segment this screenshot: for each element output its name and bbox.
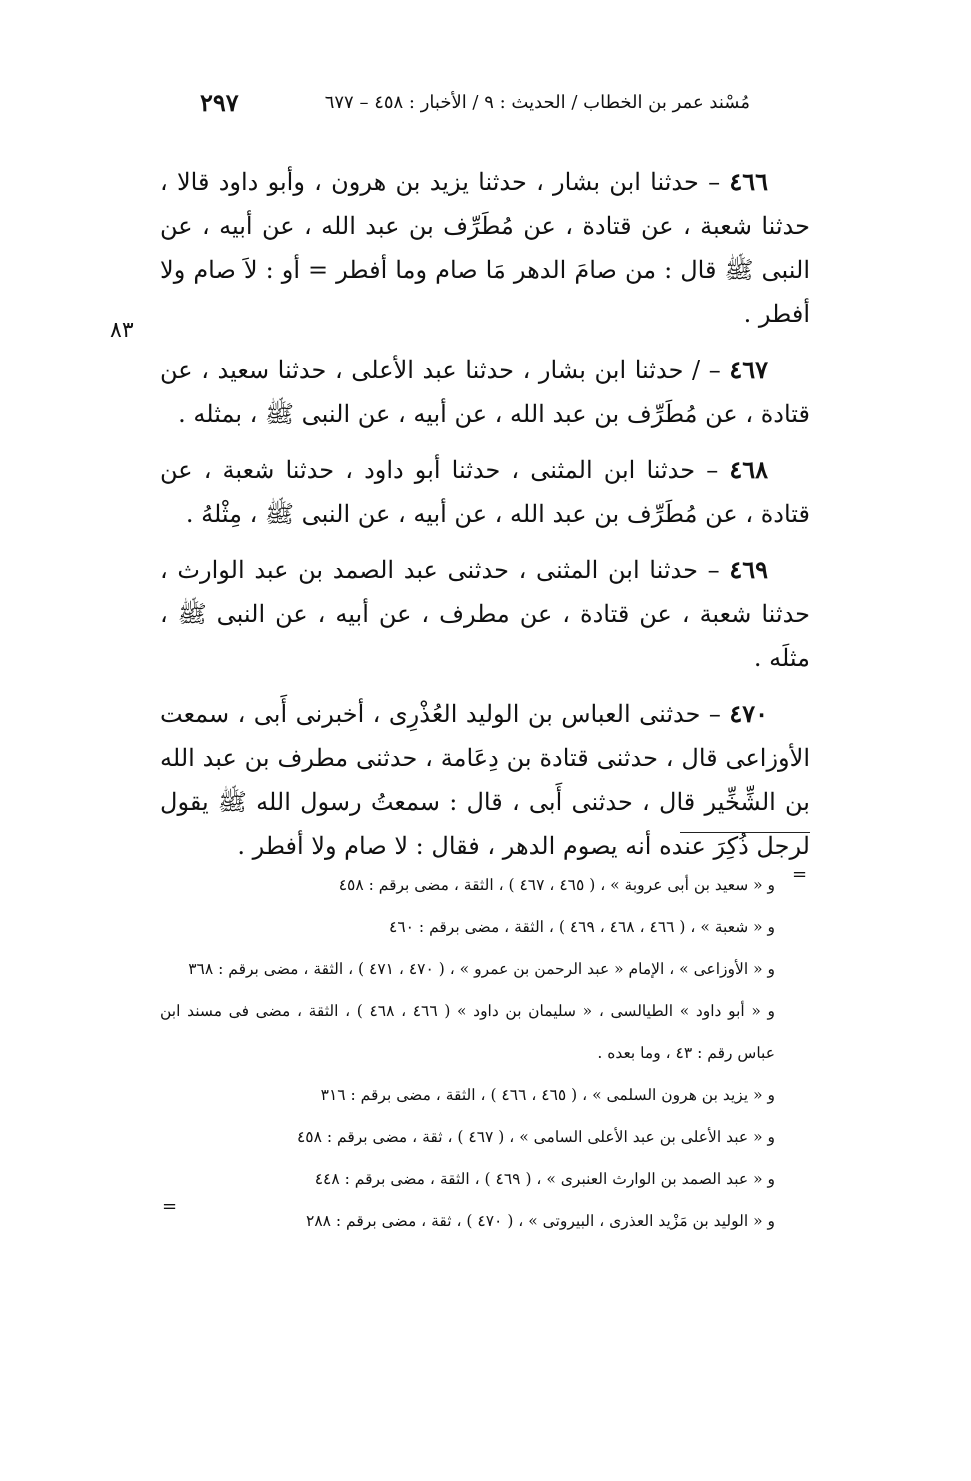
hadith-text: – حدثنى العباس بن الوليد العُذْرِى ، أخبرنى أَبى ، سمعت الأوزاعى قال ، حدثنى قتادة بن دِعَامة ، حدثنى مطرف بن عبد الله بن الشِّخِّير قال ، حدثنى أَبى ، قال : سمعتُ رسول الله ﷺ يقول لرجل ذُكِرَ عنده أنه يصوم الدهر ، فقال : لا صام ولا أفطر .: [160, 700, 810, 860]
hadith-number: ٤٦٩: [729, 555, 768, 584]
hadith-number: ٤٦٦: [729, 167, 768, 196]
footnote-line: و « الأوزاعى » ، الإمام « عبد الرحمن بن عمرو » ، ( ٤٧٠ ، ٤٧١ ) ، الثقة ، مضى برقم : ٣٦٨: [188, 960, 775, 978]
footnote-line: و « شعبة » ، ( ٤٦٦ ، ٤٦٨ ، ٤٦٩ ) ، الثقة ، مضى برقم : ٤٦٠: [389, 918, 775, 936]
footnote-line: و « الوليد بن مَزْيد العذرى ، البيروتى » ، ( ٤٧٠ ) ، ثقة ، مضى برقم : ٢٨٨: [306, 1212, 775, 1230]
footnote-separator: [680, 832, 810, 833]
continuation-mark-top: =: [792, 864, 808, 885]
hadith-text: – / حدثنا ابن بشار ، حدثنا عبد الأعلى ، حدثنا سعيد ، عن قتادة ، عن مُطَرِّف بن عبد الله ، عن أبيه ، عن النبى ﷺ ، بمثله .: [160, 356, 810, 428]
hadith-text: – حدثنا ابن بشار ، حدثنا يزيد بن هرون ، وأبو داود قالا ، حدثنا شعبة ، عن قتادة ، عن مُطَرِّف بن عبد الله ، عن أبيه ، عن النبى ﷺ قال : من صامَ الدهر مَا صام وما أفطر = أو : لاَ صام ولا أفطر .: [160, 168, 810, 328]
hadith-body: [160, 160, 810, 880]
hadith-number: ٤٦٨: [729, 455, 768, 484]
margin-page-reference: ٨٣: [110, 318, 134, 343]
continuation-mark-bottom: =: [162, 1196, 178, 1217]
hadith-number: ٤٦٧: [729, 355, 768, 384]
hadith-paragraph: [160, 448, 810, 536]
page-number: ٢٩٧: [200, 88, 239, 117]
hadith-paragraph: [160, 348, 810, 436]
footnote-line: و « سعيد بن أبى عروبة » ، ( ٤٦٥ ، ٤٦٧ ) ، الثقة ، مضى برقم : ٤٥٨: [338, 876, 775, 894]
hadith-paragraph: [160, 160, 810, 336]
hadith-text: – حدثنا ابن المثنى ، حدثنى عبد الصمد بن عبد الوارث ، حدثنا شعبة ، عن قتادة ، عن مطرف ، عن أبيه ، عن النبى ﷺ ، مثلَه .: [160, 556, 811, 672]
page-header: [200, 88, 750, 122]
footnotes: [160, 864, 775, 1242]
footnote-line: و « عبد الأعلى بن عبد الأعلى السامى » ، ( ٤٦٧ ) ، ثقة ، مضى برقم : ٤٥٨: [296, 1128, 775, 1146]
running-title: مُسْند عمر بن الخطاب / الحديث : ٩ / الأخبار : ٤٥٨ – ٦٧٧: [324, 92, 750, 113]
footnote-line: و « عبد الصمد بن الوارث العنبرى » ، ( ٤٦٩ ) ، الثقة ، مضى برقم : ٤٤٨: [314, 1170, 775, 1188]
footnote-line: و « يزيد بن هرون السلمى » ، ( ٤٦٥ ، ٤٦٦ ) ، الثقة ، مضى برقم : ٣١٦: [320, 1086, 775, 1104]
hadith-number: ٤٧٠: [729, 699, 769, 728]
hadith-text: – حدثنا ابن المثنى ، حدثنا أبو داود ، حدثنا شعبة ، عن قتادة ، عن مُطَرِّف بن عبد الله ، عن أبيه ، عن النبى ﷺ ، مِثْلهُ .: [160, 456, 810, 528]
hadith-paragraph: [160, 692, 810, 868]
hadith-paragraph: [160, 548, 810, 680]
footnote-line: و « أبو داود » الطيالسى ، « سليمان بن داود » ( ٤٦٦ ، ٤٦٨ ) ، الثقة ، مضى فى مسند ابن عباس رقم : ٤٣ ، وما بعده .: [160, 1002, 775, 1062]
